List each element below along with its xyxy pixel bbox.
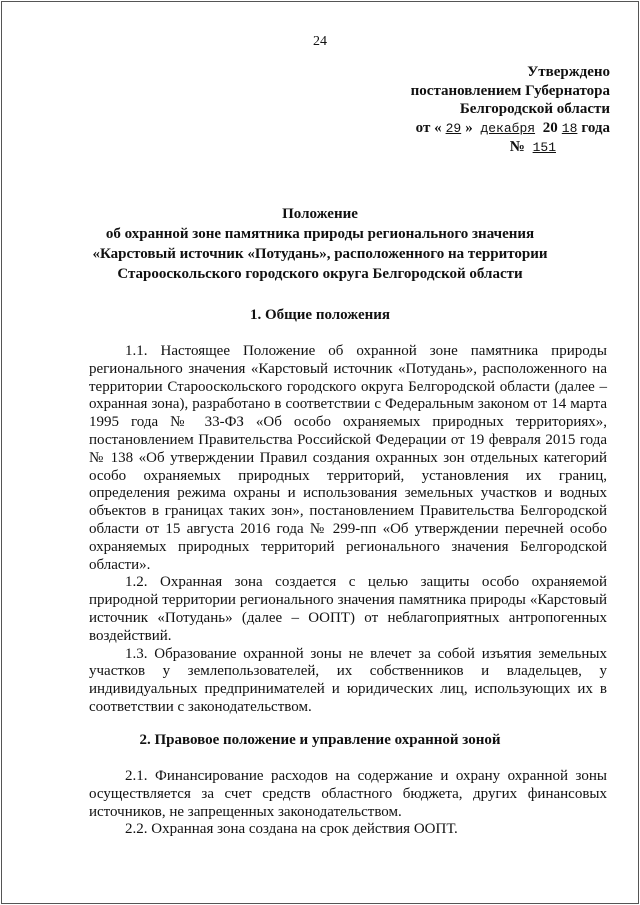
approval-number	[350, 138, 560, 158]
section-2-heading: 2. Правовое положение и управление охранной зоной	[139, 732, 501, 748]
page-number: 24	[313, 34, 327, 49]
paragraph-2-1: 2.1. Финансирование расходов на содержание и охрану охранной зоны осуществляется за счет средств областного бюджета, других финансовых источников, не запрещенных законодательством.	[89, 768, 607, 820]
approval-date	[350, 119, 610, 139]
paragraph-2-2: 2.2. Охранная зона создана на срок действия ООПТ.	[125, 821, 458, 838]
date-year-word: года	[581, 119, 610, 136]
title-line-4: Старооскольского городского округа Белгородской области	[117, 266, 523, 282]
paragraph-1-1: 1.1. Настоящее Положение об охранной зоне памятника природы регионального значения «Карстовый источник «Потудань», расположенного на территории Старооскольского городского округа Белгородской области (далее – охранная зона), разработано в соответствии с Федеральным законом от 14 марта 1995 года № 33-ФЗ «Об особо охраняемых природных территориях», постановлением Правительства Российской Федерации от 19 февраля 2015 года № 138 «Об утверждении Правил создания охранных зон отдельных категорий особо охраняемых природных территорий, установления их границ, определения режима охраны и использования земельных участков и водных объектов в границах таких зон», постановлением Правительства Белгородской области от 15 августа 2016 года № 299-пп «Об утверждении перечней особо охраняемых природных территорий регионального значения Белгородской области».	[89, 343, 607, 573]
date-year-suffix: 18	[561, 120, 578, 136]
approval-line-2: постановлением Губернатора	[410, 82, 610, 99]
date-prefix: от «	[415, 119, 442, 136]
number-value: 151	[532, 140, 556, 155]
section-2-body	[89, 768, 607, 839]
date-year-prefix: 20	[542, 119, 558, 136]
date-mid: »	[465, 119, 473, 136]
paragraph-1-2: 1.2. Охранная зона создается с целью защиты особо охраняемой природной территории регионального значения памятника природы «Карстовый источник «Потудань» (далее – ООПТ) от неблагоприятных антропогенных воздействий.	[89, 574, 607, 644]
date-month: декабря	[480, 120, 536, 136]
approval-line-3: Белгородской области	[459, 101, 610, 117]
title-line-1: Положение	[282, 206, 358, 222]
date-day: 29	[445, 120, 462, 136]
approval-block	[350, 63, 610, 158]
title-line-2: об охранной зоне памятника природы регионального значения	[105, 226, 535, 242]
document-title	[0, 204, 640, 284]
section-1-body	[89, 343, 607, 717]
paragraph-1-3: 1.3. Образование охранной зоны не влечет за собой изъятия земельных участков у землепользователей, их собственников и владельцев, у индивидуальных предпринимателей и юридических лиц, использующих их в соответствии с законодательством.	[89, 645, 607, 715]
title-line-3: «Карстовый источник «Потудань», расположенного на территории	[92, 246, 548, 262]
section-1-heading: 1. Общие положения	[249, 307, 391, 323]
number-prefix: №	[509, 139, 525, 155]
approval-line-1: Утверждено	[527, 64, 610, 80]
